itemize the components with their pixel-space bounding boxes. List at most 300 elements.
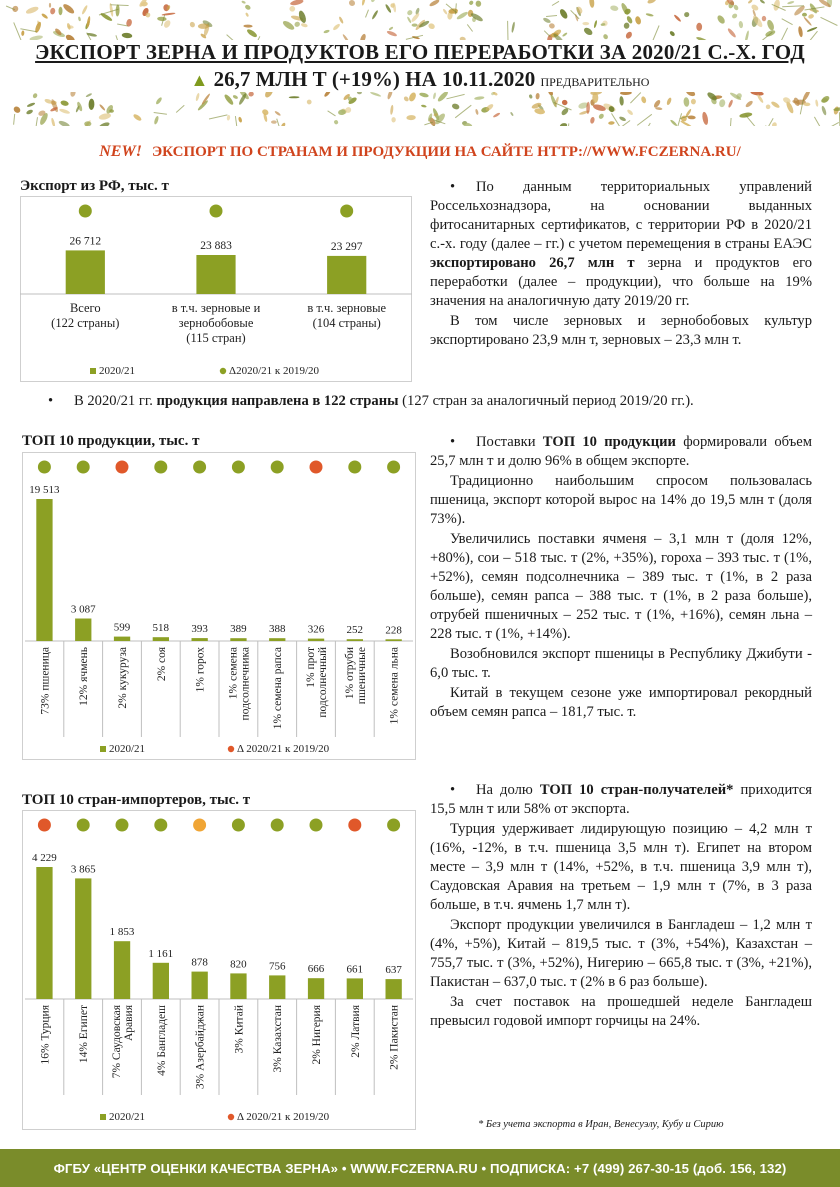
grain-decoration [32, 92, 38, 98]
bar [66, 250, 105, 294]
grain-decoration [371, 10, 379, 20]
delta-marker [387, 461, 400, 474]
grain-decoration [547, 92, 554, 96]
bar [269, 638, 285, 641]
grain-decoration [246, 28, 258, 39]
paragraph [430, 781, 812, 819]
grain-decoration [683, 11, 690, 18]
chart-export-title: Экспорт из РФ, тыс. т [20, 178, 169, 194]
category-label: 1% прот [305, 647, 317, 688]
grain-decoration [348, 0, 356, 7]
category-label: 4% Бангладеш [155, 1005, 168, 1076]
category-label: 7% Саудовская [111, 1005, 123, 1079]
data-label: 599 [113, 621, 131, 634]
bar [192, 972, 208, 999]
bar [386, 979, 402, 999]
website-link[interactable]: ЭКСПОРТ ПО СТРАНАМ И ПРОДУКЦИИ НА САЙТЕ HTTP://WWW.FCZERNA.RU/ [151, 144, 741, 160]
grain-decoration [132, 113, 142, 122]
bar [347, 978, 363, 999]
text-bold: экспортировано 26,7 млн т [430, 255, 635, 271]
grain-decoration [88, 99, 94, 111]
stem-decoration [14, 114, 15, 125]
grain-decoration [85, 93, 92, 98]
grain-decoration [646, 13, 654, 17]
grain-decoration [406, 16, 411, 23]
grain-decoration [81, 5, 88, 15]
grain-decoration [153, 115, 159, 124]
delta-marker [38, 819, 51, 832]
grain-decoration [451, 103, 460, 111]
grain-decoration [765, 104, 771, 110]
grain-decoration [59, 108, 71, 115]
legend-label: 2020/21 [109, 743, 146, 755]
grain-decoration [406, 115, 416, 120]
delta-marker [116, 461, 129, 474]
delta-marker [232, 819, 245, 832]
grain-decoration [65, 33, 77, 40]
chart-top10-importers [22, 810, 416, 1130]
category-label: в т.ч. зерновые [307, 301, 387, 315]
data-label: 820 [230, 958, 247, 971]
category-label: 2% Пакистан [388, 1005, 401, 1070]
legend-label: Δ 2020/21 к 2019/20 [237, 1111, 330, 1123]
text-span: В 2020/21 гг. [74, 393, 157, 409]
grain-decoration [623, 22, 630, 29]
stem-decoration [814, 117, 821, 126]
bullet-icon: • [450, 179, 456, 195]
grain-decoration [701, 111, 709, 125]
grain-decoration [280, 122, 286, 126]
delta-marker [210, 205, 223, 218]
grain-decoration [58, 120, 71, 126]
stem-decoration [544, 31, 550, 37]
grain-decoration [582, 22, 589, 25]
paragraph: Китай в текущем сезоне уже импортировал рекордный объем семян рапса – 181,7 тыс. т. [430, 685, 812, 720]
data-label: 1 853 [109, 926, 135, 939]
preliminary-note: ПРЕДВАРИТЕЛЬНО [540, 75, 650, 89]
grain-decoration [243, 24, 252, 27]
grain-decoration [78, 16, 81, 21]
decorative-botanical-border-bottom [0, 92, 840, 126]
bar [192, 638, 208, 641]
delta-marker [271, 819, 284, 832]
data-label: 252 [346, 624, 364, 637]
grain-decoration [716, 14, 726, 25]
grain-decoration [223, 93, 235, 106]
grain-decoration [766, 19, 775, 31]
category-label: 2% соя [155, 647, 168, 682]
grain-decoration [197, 99, 209, 111]
grain-decoration [60, 100, 69, 107]
bar [269, 975, 285, 999]
stem-decoration [552, 1, 559, 5]
legend-swatch-delta [220, 368, 226, 374]
grain-decoration [98, 121, 111, 126]
delta-marker [77, 819, 90, 832]
data-label: 4 229 [32, 852, 57, 864]
stem-decoration [763, 118, 774, 126]
delta-marker [154, 819, 167, 832]
grain-decoration [669, 30, 676, 37]
footer-bar [0, 1149, 840, 1187]
grain-decoration [390, 105, 394, 115]
bar [36, 499, 52, 641]
grain-decoration [583, 26, 594, 36]
grain-decoration [408, 92, 418, 102]
stem-decoration [328, 111, 336, 116]
data-label: 389 [230, 623, 247, 636]
grain-decoration [744, 30, 749, 40]
grain-decoration [728, 99, 734, 108]
grain-decoration [771, 122, 777, 126]
grain-decoration [62, 2, 76, 15]
legend-swatch-bar [90, 368, 96, 374]
section-importers-text [430, 781, 812, 1032]
paragraph: Увеличились поставки ячменя – 3,1 млн т (доля 12%, +80%), сои – 518 тыс. т (2%, +35%), гороха – 393 тыс. т (1%, +52%), семян подсолнечника – 389 тыс. т (1%, в 2 раза больше), семян рапса – 388 тыс. т (1%, в 2 раза больше), отрубей пшеничных – 252 тыс. т (1%, +16%), семян льна – 228 тыс. т (1%, +14%). [430, 531, 812, 642]
stem-decoration [782, 6, 804, 7]
grain-decoration [680, 120, 692, 126]
grain-decoration [357, 92, 362, 95]
bar [308, 639, 324, 641]
grain-decoration [747, 0, 752, 4]
category-label: пшеничные [355, 647, 368, 705]
category-label: 16% Турция [39, 1005, 52, 1065]
bar [114, 637, 130, 641]
stem-decoration [117, 24, 128, 26]
grain-decoration [386, 92, 393, 100]
grain-decoration [787, 1, 795, 5]
chart-importers-title: ТОП 10 стран-импортеров, тыс. т [22, 792, 251, 808]
grain-decoration [745, 100, 754, 109]
grain-decoration [115, 4, 119, 16]
category-label: зернобобовые [178, 316, 254, 330]
bar [196, 255, 235, 294]
grain-decoration [157, 16, 167, 21]
grain-decoration [739, 112, 753, 119]
grain-decoration [301, 22, 309, 27]
text-span: формировали объем 25,7 млн т и долю 96% в общем экспорте. [430, 434, 812, 469]
grain-decoration [406, 9, 413, 16]
grain-decoration [808, 13, 815, 19]
stem-decoration [176, 105, 184, 112]
grain-decoration [602, 33, 608, 40]
grain-decoration [511, 21, 515, 32]
grain-decoration [306, 99, 312, 105]
grain-decoration [510, 112, 514, 117]
new-badge: NEW! [99, 143, 142, 160]
bar [230, 973, 246, 999]
grain-decoration [696, 23, 702, 31]
stem-decoration [366, 10, 369, 18]
bar [308, 978, 324, 999]
grain-decoration [232, 94, 238, 99]
grain-decoration [806, 26, 817, 32]
grain-decoration [412, 23, 418, 26]
grain-decoration [105, 104, 114, 115]
total-export-headline: 26,7 МЛН Т (+19%) НА 10.11.2020 [213, 67, 536, 91]
bar [153, 963, 169, 999]
paragraph: За счет поставок на прошедшей неделе Бангладеш превысил годовой импорт горчицы на 24%. [430, 994, 812, 1029]
stem-decoration [209, 115, 227, 119]
stem-decoration [821, 17, 838, 25]
data-label: 228 [385, 624, 402, 637]
legend-swatch-delta [228, 1114, 234, 1120]
grain-decoration [561, 99, 568, 106]
data-label: 388 [268, 623, 286, 636]
grain-decoration [634, 16, 642, 26]
grain-decoration [542, 17, 551, 24]
grain-decoration [26, 102, 35, 108]
grain-decoration [640, 96, 647, 104]
stem-decoration [546, 16, 557, 17]
grain-decoration [244, 4, 251, 11]
grain-decoration [731, 13, 738, 20]
grain-decoration [388, 26, 393, 31]
delta-marker [154, 461, 167, 474]
grain-decoration [534, 108, 546, 115]
category-label: Всего [69, 301, 101, 315]
stem-decoration [746, 115, 756, 126]
paragraph [430, 433, 812, 471]
grain-decoration [750, 92, 764, 96]
grain-decoration [271, 120, 277, 124]
delta-marker [310, 461, 323, 474]
stem-decoration [630, 93, 640, 104]
grain-decoration [189, 21, 196, 28]
grain-decoration [685, 92, 696, 98]
category-label: 3% Китай [233, 1005, 246, 1054]
grain-decoration [370, 92, 382, 97]
category-label: Аравия [123, 1005, 135, 1042]
grain-decoration [70, 92, 77, 97]
section-products-text [430, 433, 812, 723]
bullet-icon: • [48, 393, 54, 409]
grain-decoration [58, 7, 62, 15]
grain-decoration [370, 0, 375, 3]
text-span: приходится 15,5 млн т или 58% от экспорта. [430, 782, 812, 817]
grain-decoration [323, 29, 330, 34]
bar [75, 878, 91, 999]
bar [153, 637, 169, 641]
category-label: 1% горох [194, 647, 207, 693]
delta-marker [77, 461, 90, 474]
data-label: 756 [268, 960, 286, 973]
grain-decoration [427, 22, 435, 30]
grain-decoration [245, 12, 249, 17]
grain-decoration [750, 3, 759, 11]
grain-decoration [598, 113, 605, 120]
data-label: 393 [191, 623, 208, 636]
chart-products-title: ТОП 10 продукции, тыс. т [22, 433, 200, 449]
category-label: 1% семена [227, 647, 240, 700]
grain-decoration [625, 31, 634, 40]
grain-decoration [26, 109, 34, 115]
grain-decoration [619, 116, 627, 122]
chart-export-total [20, 196, 412, 382]
grain-decoration [670, 119, 678, 126]
category-label: (122 страны) [51, 316, 120, 330]
bar [327, 256, 366, 294]
grain-decoration [403, 95, 410, 102]
text-span: (127 стран за аналогичный период 2019/20 гг.). [398, 393, 694, 409]
delta-marker [193, 819, 206, 832]
grain-decoration [653, 99, 662, 109]
grain-decoration [626, 109, 633, 116]
stem-decoration [110, 5, 128, 6]
grain-decoration [391, 117, 396, 123]
data-label: 23 883 [200, 240, 232, 252]
legend-label: 2020/21 [99, 365, 136, 377]
bar [230, 638, 246, 641]
bar [36, 867, 52, 999]
grain-decoration [456, 11, 469, 21]
grain-decoration [683, 97, 690, 107]
category-label: 1% семена льна [388, 647, 401, 725]
countries-summary [48, 393, 828, 410]
grain-decoration [261, 108, 269, 116]
stem-decoration [14, 22, 21, 40]
grain-decoration [590, 117, 596, 125]
grain-decoration [323, 92, 331, 98]
text-span: На долю [476, 782, 540, 798]
stem-decoration [447, 94, 465, 98]
grain-decoration [419, 92, 429, 98]
stem-decoration [235, 116, 237, 126]
grain-decoration [802, 13, 807, 17]
stem-decoration [154, 113, 167, 115]
category-label: 12% ячмень [78, 647, 91, 706]
delta-marker [348, 461, 361, 474]
grain-decoration [433, 92, 437, 99]
text-span: По данным территориальных управлений Россельхознадзора, на основании выданных фитосанитарных сертификатов, с территории РФ в 2020/21 с.-х. году (далее – гг.) с учетом перемещения в страны ЕАЭС [430, 179, 812, 252]
stem-decoration [467, 24, 472, 31]
bar [114, 941, 130, 999]
delta-marker [310, 819, 323, 832]
data-label: 26 712 [69, 235, 102, 248]
page-subtitle [0, 67, 840, 92]
bullet-icon: • [450, 434, 456, 450]
text-bold: ТОП 10 стран-получателей* [539, 782, 734, 798]
grain-decoration [559, 122, 568, 126]
grain-decoration [442, 8, 448, 15]
grain-decoration [121, 32, 132, 38]
chart-top10-products [22, 452, 416, 760]
legend-swatch-bar [100, 1114, 106, 1120]
category-label: (115 стран) [186, 331, 246, 345]
grain-decoration [98, 112, 111, 120]
grain-decoration [608, 121, 615, 125]
grain-decoration [468, 0, 474, 6]
stem-decoration [779, 28, 788, 40]
grain-decoration [12, 105, 21, 114]
grain-decoration [263, 92, 274, 99]
data-label: 666 [307, 963, 325, 976]
decorative-botanical-border-top [0, 0, 840, 40]
grain-decoration [332, 23, 341, 31]
delta-marker [340, 205, 353, 218]
grain-decoration [21, 30, 25, 36]
category-label: 73% пшеница [39, 647, 52, 715]
stem-decoration [782, 19, 793, 25]
grain-decoration [803, 102, 810, 106]
grain-decoration [593, 20, 597, 28]
grain-decoration [474, 96, 485, 100]
grain-decoration [282, 19, 296, 31]
data-label: 3 865 [70, 863, 96, 876]
grain-decoration [226, 115, 230, 121]
page-title: ЭКСПОРТ ЗЕРНА И ПРОДУКТОВ ЕГО ПЕРЕРАБОТКИ ЗА 2020/21 С.-Х. ГОД [35, 40, 805, 64]
grain-decoration [475, 0, 481, 7]
category-label: 14% Египет [78, 1005, 91, 1064]
grain-decoration [25, 5, 39, 15]
grain-decoration [99, 104, 106, 111]
grain-decoration [470, 12, 484, 23]
data-label: 19 513 [29, 484, 60, 496]
grain-decoration [333, 119, 338, 124]
grain-decoration [548, 22, 555, 29]
category-label: 1% отруби [343, 647, 356, 700]
website-announcement[interactable] [0, 143, 840, 161]
grain-decoration [248, 92, 255, 97]
grain-decoration [687, 115, 695, 119]
paragraph: Экспорт продукции увеличился в Бангладеш – 1,2 млн т (4%, +5%), Китай – 819,5 тыс. т (3%, +54%), Казахстан – 755,7 тыс. т (3%, +52%), Нигерию – 665,8 тыс. т (3%, +21%), Пакистан – 637,0 тыс. т (2% в 6 раз больше). [430, 917, 812, 990]
grain-decoration [241, 0, 246, 4]
stem-decoration [730, 118, 731, 126]
grain-decoration [436, 92, 449, 103]
grain-decoration [558, 8, 569, 20]
legend-label: 2020/21 [109, 1111, 146, 1123]
grain-decoration [562, 32, 568, 37]
section-export-text [430, 178, 812, 351]
grain-decoration [274, 110, 281, 116]
grain-decoration [815, 99, 819, 107]
grain-decoration [195, 93, 200, 102]
legend-label: Δ2020/21 к 2019/20 [229, 365, 320, 377]
grain-decoration [289, 6, 295, 12]
delta-marker [232, 461, 245, 474]
delta-marker [79, 205, 92, 218]
category-label: 1% семена рапса [272, 647, 285, 730]
grain-decoration [238, 116, 243, 123]
grain-decoration [738, 21, 743, 29]
footer-text: ФГБУ «ЦЕНТР ОЦЕНКИ КАЧЕСТВА ЗЕРНА» • WWW.FCZERNA.RU • ПОДПИСКА: +7 (499) 267-30-15 (доб. 156, 132) [53, 1160, 787, 1176]
grain-decoration [290, 0, 304, 6]
data-label: 23 297 [330, 240, 363, 253]
data-label: 518 [152, 622, 170, 635]
grain-decoration [359, 33, 367, 40]
grain-decoration [647, 0, 657, 5]
paragraph: Традиционно наибольшим спросом пользовалась пшеница, экспорт которой вырос на 14% до 19,5 млн т (доля 73%). [430, 473, 812, 527]
category-label: 2% Нигерия [311, 1005, 323, 1065]
grain-decoration [770, 100, 780, 109]
data-label: 3 087 [70, 603, 96, 616]
grain-decoration [691, 99, 696, 105]
grain-decoration [535, 93, 540, 100]
grain-decoration [41, 13, 49, 20]
grain-decoration [821, 105, 827, 115]
grain-decoration [51, 118, 56, 126]
text-span: зерна и продуктов его переработки (далее – продукции), что больше на 19% значения на аналогичную дату 2019/20 гг. [430, 255, 812, 309]
category-label: 3% Казахстан [272, 1005, 285, 1073]
grain-decoration [289, 96, 300, 98]
paragraph [430, 178, 812, 311]
bar [75, 619, 91, 642]
legend-label: Δ 2020/21 к 2019/20 [237, 743, 330, 755]
delta-marker [116, 819, 129, 832]
grain-decoration [386, 30, 397, 37]
text-bold: ТОП 10 продукции [542, 434, 676, 450]
legend-swatch-delta [228, 746, 234, 752]
